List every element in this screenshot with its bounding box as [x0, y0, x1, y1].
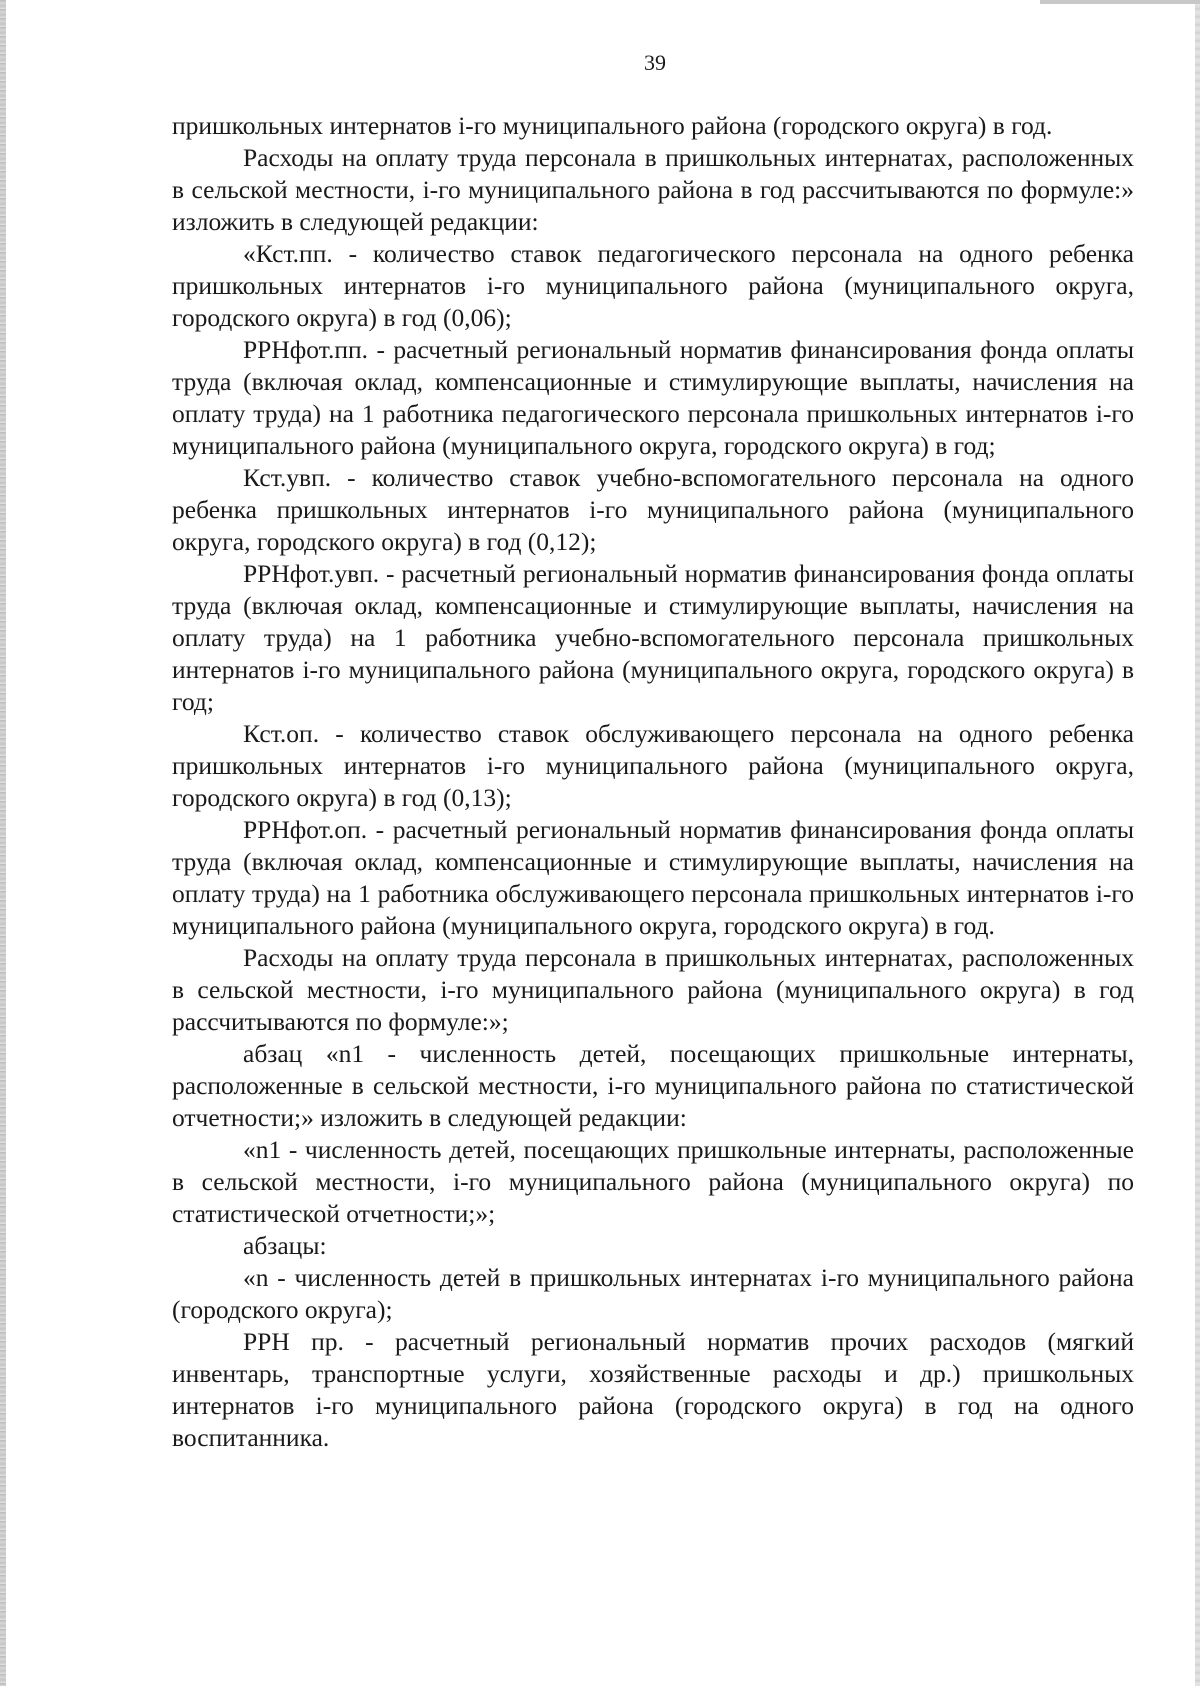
- document-body: [172, 110, 1134, 1454]
- paragraph-rrnfot-pp: РРНфот.пп. - расчетный региональный норматив финансирования фонда оплаты труда (включая оклад, компенсационные и стимулирующие выплаты, начисления на оплату труда) на 1 работника педагогического персонала пришкольных интернатов i-го муниципального района (муниципального округа, городского округа) в год;: [172, 335, 1134, 460]
- paragraph-kst-op: Кст.оп. - количество ставок обслуживающего персонала на одного ребенка пришкольных интернатов i-го муниципального района (муниципального округа, городского округа) в год (0,13);: [172, 719, 1134, 812]
- paragraph-rrn-pr: РРН пр. - расчетный региональный норматив прочих расходов (мягкий инвентарь, транспортные услуги, хозяйственные расходы и др.) пришкольных интернатов i-го муниципального района (городского округа) в год на одного воспитанника.: [172, 1327, 1134, 1452]
- paragraph-continuation: пришкольных интернатов i-го муниципального района (городского округа) в год.: [172, 111, 1053, 140]
- paragraph-rrnfot-uvp: РРНфот.увп. - расчетный региональный норматив финансирования фонда оплаты труда (включая оклад, компенсационные и стимулирующие выплаты, начисления на оплату труда) на 1 работника учебно-вспомогательного персонала пришкольных интернатов i-го муниципального района (муниципального округа, городского округа) в год;: [172, 559, 1134, 716]
- scan-edge-top: [1040, 0, 1200, 4]
- paragraph-kst-uvp: Кст.увп. - количество ставок учебно-вспомогательного персонала на одного ребенка пришкольных интернатов i-го муниципального района (муниципального округа, городского округа) в год (0,12);: [172, 463, 1134, 556]
- paragraph-expenses-rural: Расходы на оплату труда персонала в пришкольных интернатах, расположенных в сельской местности, i-го муниципального района (муниципального округа) в год рассчитываются по формуле:»;: [172, 943, 1134, 1036]
- paragraph-kst-pp: «Кст.пп. - количество ставок педагогического персонала на одного ребенка пришкольных интернатов i-го муниципального района (муниципального округа, городского округа) в год (0,06);: [172, 239, 1134, 332]
- paragraph-abzac-n1: абзац «n1 - численность детей, посещающих пришкольные интернаты, расположенные в сельской местности, i-го муниципального района по статистической отчетности;» изложить в следующей редакции:: [172, 1039, 1134, 1132]
- scan-edge-left: [0, 0, 6, 1686]
- paragraph-expenses-formula: Расходы на оплату труда персонала в пришкольных интернатах, расположенных в сельской местности, i-го муниципального района в год рассчитываются по формуле:» изложить в следующей редакции:: [172, 143, 1134, 236]
- page-number: 39: [644, 50, 666, 75]
- scan-edge-right: [1195, 0, 1200, 1686]
- paragraph-rrnfot-op: РРНфот.оп. - расчетный региональный норматив финансирования фонда оплаты труда (включая оклад, компенсационные и стимулирующие выплаты, начисления на оплату труда) на 1 работника обслуживающего персонала пришкольных интернатов i-го муниципального района (муниципального округа, городского округа) в год.: [172, 815, 1134, 940]
- paragraph-n1-new: «n1 - численность детей, посещающих пришкольные интернаты, расположенные в сельской местности, i-го муниципального района (муниципального округа) по статистической отчетности;»;: [172, 1135, 1134, 1228]
- paragraph-abzacy: абзацы:: [243, 1231, 327, 1260]
- paragraph-n: «n - численность детей в пришкольных интернатах i-го муниципального района (городского округа);: [172, 1263, 1134, 1324]
